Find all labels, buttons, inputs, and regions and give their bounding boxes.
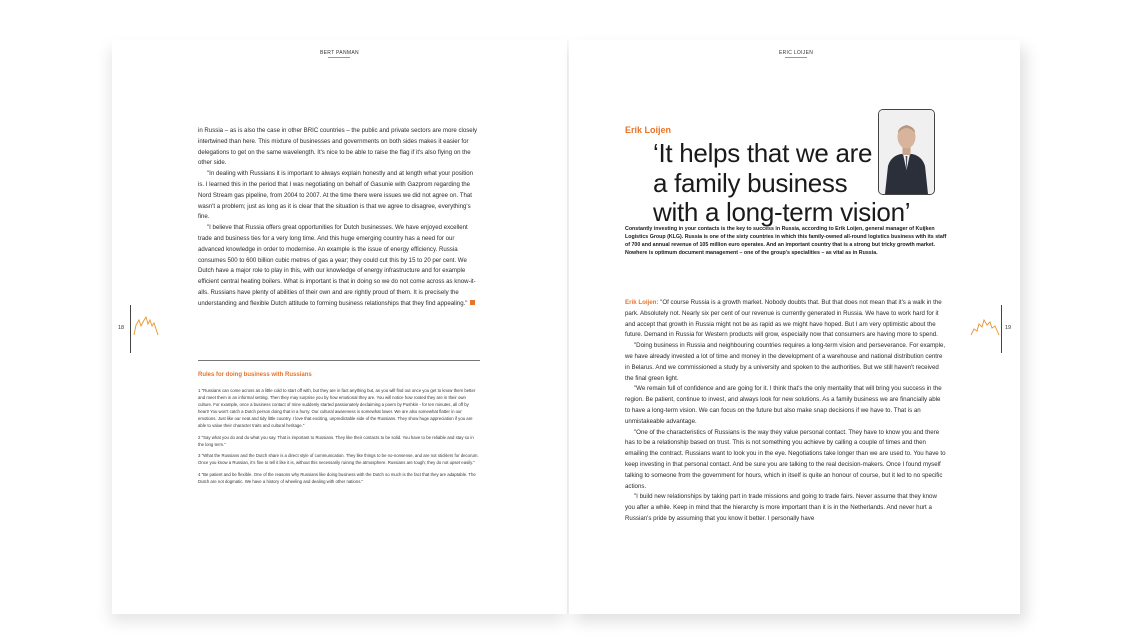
paragraph — [625, 298, 947, 341]
page-marker-line — [1001, 305, 1002, 353]
headline-line: with a long-term vision’ — [653, 197, 911, 227]
article-headline — [653, 139, 910, 228]
skyline-icon — [133, 316, 159, 336]
right-page — [569, 40, 1020, 614]
box-divider — [198, 360, 480, 361]
paragraph — [198, 223, 480, 309]
headline-line: a family business — [653, 167, 848, 198]
skyline-icon — [970, 316, 1000, 336]
paragraph: "One of the characteristics of Russians is the way they value personal contact. They have to know you and there has to be a relationship based on trust. This is not something you achieve by calling a couple of times and then emailing the contract. Russians want to look you in the eye. Negotiations take longer than we are used to. You have to keep investing in that personal contact. And be sure you are talking to the real decision-makers. Once I found myself talking to someone from the government for hours, which in itself is quite an honour of course, but it led to no specific actions. — [625, 428, 946, 490]
end-of-article-icon — [470, 300, 475, 305]
running-head-left: BERT PANMAN — [320, 50, 359, 56]
page-marker-line — [130, 305, 131, 353]
author-name: Erik Loijen — [625, 125, 672, 135]
rule-item: 3 "What the Russians and the Dutch share is a direct style of communication. They like things to be no-nonsense, and are not sticklers for decorum. Once you know a Russian, it's fine to tell it like it is, without this necessarily ruining the atmosphere. Russians are tough; they do not upset easily." — [198, 453, 479, 465]
rule-item: 2 "Say what you do and do what you say. That is important to Russians. They like their contacts to be solid. You have to be reliable and stay so in the long term." — [198, 434, 474, 447]
paragraph: "In dealing with Russians it is important to always explain honestly and at length what your position is. I learned this in the period that I was negotiating on behalf of Gasunie with Gazprom regarding the Nord Stream gas pipeline, from 2004 to 2007. At the time there were issues we did not agree on. That wasn't a problem; just as long as it is clear that the situation is that we agree to disagree, everything's fine. — [198, 170, 474, 221]
running-head-right: ERIC LOIJEN — [779, 50, 814, 56]
page-number-left: 18 — [118, 325, 125, 331]
right-article-body — [625, 298, 947, 525]
paragraph: "Doing business in Russia and neighbouring countries requires a long-term vision and perseverance. For example, we have already invested a lot of time and money in the development of a warehouse and national distribution centre in Belarus. And we commissioned a study by a university and spoken to the authorities. But we still haven't received the final green light. — [625, 342, 946, 382]
left-article-body — [198, 126, 480, 310]
rule-item: 4 "Be patient and be flexible. One of the reasons why Russians like doing business with the Dutch so much is the fact that they are adaptable. The Dutch are not dogmatic. We have a history of wheeling and dealing with other nations." — [198, 471, 476, 484]
paragraph: in Russia – as is also the case in other BRIC countries – the public and private sectors are more closely intertwined than here. This mixture of businesses and governments on both sides makes it easier for delegations to get on the same wavelength. It's nice to be able to raise the flag if it's also flying on the other side. — [198, 127, 478, 167]
paragraph-text: "I believe that Russia offers great opportunities for Dutch businesses. We have enjoyed excellent trade and business ties for a very long time. And this huge emerging country has a need for our advanced knowledge in order to modernise. An example is the issue of energy efficiency. Russia consumes 500 to 600 billion cubic metres of gas a year; they could cut this by 15 to 20 per cent. We Dutch have a major role to play in this, with our knowledge of energy infrastructure and for example efficient central heating boilers. What is important is that in doing so we do not come across as know-it-alls. Russians have plenty of abilities of their own and are rightly proud of them. It is precisely the understanding and flexible Dutch attitude to forming business relationships that they find appealing." — [198, 224, 476, 307]
paragraph: "We remain full of confidence and are going for it. I think that's the only mentality that will bring you success in the region. Be patient, continue to invest, and always look for new solutions. As a family business we are financially able to have a long-term vision. We can focus on the future but also make snap decisions if we have to. That is an unmistakeable advantage. — [625, 385, 942, 425]
rule-item: 1 "Russians can come across as a little cold to start off with, but they are in fact anything but, as you will find out once you get to know them better and meet them in an informal setting. Then they may surprise you by how emotional they are. You will notice how rooted they are in their own culture. For example, once a business contact of mine suddenly started passionately declaiming a poem by Pushkin - for ten minutes, all off by heart! You won't catch a Dutch person doing that in a hurry. Our cultural awareness is somewhat lower. We are also somewhat flatter in our emotions. Just like our neat and tidy little country. I love that exciting, unpredictable side of the Russians. They show huge appreciation if you are able to value their character traits and cultural heritage." — [198, 388, 476, 428]
paragraph: "I build new relationships by taking part in trade missions and going to trade fairs. Never assume that they know you after a while. Keep in mind that the hierarchy is more important than it is in the Netherlands. And never hurt a Russian's pride by assuming that you know it better. I personally have — [625, 493, 937, 522]
page-number-right: 19 — [1005, 325, 1012, 331]
portrait-photo — [878, 109, 935, 195]
person-portrait-icon — [879, 110, 934, 194]
speaker-name: Erik Loijen: — [625, 299, 659, 306]
rules-box-list — [198, 387, 480, 489]
left-page — [112, 40, 567, 614]
headline-line: ‘It helps that we are — [653, 138, 873, 168]
rules-box-title: Rules for doing business with Russians — [198, 372, 312, 378]
article-lead: Constantly investing in your contacts is the key to success in Russia, according to Erik Loijen, general manager of Kuijken Logistics Group (KLG). Russia is one of the sixty countries in which this family-owned all-round logistics business with its staff of 700 and annual revenue of 105 million euro operates. And an important country that is a strong but tricky growth market. Nowhere is optimum document management – one of the group's specialities – as vital as in Russia. — [625, 226, 947, 256]
paragraph-text: "Of course Russia is a growth market. Nobody doubts that. But that does not mean that it's a walk in the park. Absolutely not. Nearly six per cent of our revenue is currently generated in Russia. We have to work hard for it and accept that growth in Russia might not be as rapid as we might have hoped. But I am very optimistic about the future. Demand in Russia for Western products will grow, especially now that consumers are having more to spend. — [625, 299, 942, 339]
